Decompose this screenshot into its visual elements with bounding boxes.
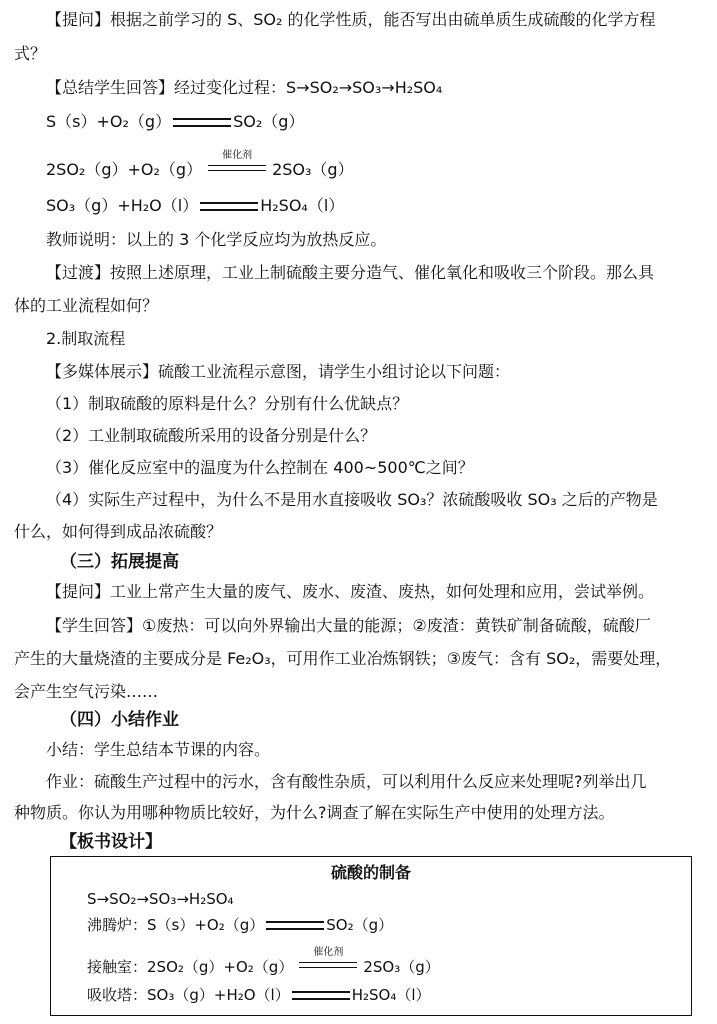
- question-waste: 【提问】工业上常产生大量的废气、废水、废渣、废热，如何处理和应用，尝试举例。: [46, 582, 655, 601]
- board-design-heading: 【板书设计】: [60, 832, 162, 852]
- question-item-3: （3）催化反应室中的温度为什么控制在 400~500℃之间？: [46, 458, 474, 477]
- equals-sign: [292, 991, 350, 1000]
- equation-3: SO₃（g）+H₂O（l） H₂SO₄（l）: [46, 196, 345, 215]
- student-answer-line-3: 会产生空气污染……: [14, 682, 159, 701]
- equation-1: S（s）+O₂（g） SO₂（g）: [46, 112, 305, 131]
- equals-sign: [173, 118, 231, 127]
- question-line-1: 【提问】根据之前学习的 S、SO₂ 的化学性质，能否写出由硫单质生成硫酸的化学方程: [46, 10, 656, 29]
- transition-line-1: 【过渡】按照上述原理，工业上制硫酸主要分造气、催化氧化和吸收三个阶段。那么具: [46, 263, 655, 282]
- section-heading-flow: 2.制取流程: [46, 329, 126, 348]
- board-line-absorption-tower: 吸收塔：SO₃（g）+H₂O（l） H₂SO₄（l）: [87, 986, 431, 1004]
- equation-2: 2SO₂（g）+O₂（g） 催化剂 2SO₃（g）: [46, 149, 354, 179]
- section-heading-summary: （四）小结作业: [60, 710, 179, 730]
- student-answer-summary: 【总结学生回答】经过变化过程：S→SO₂→SO₃→H₂SO₄: [46, 78, 443, 97]
- homework-line-1: 作业：硫酸生产过程中的污水，含有酸性杂质，可以利用什么反应来处理呢?列举出几: [46, 772, 647, 791]
- equals-sign: [266, 921, 324, 930]
- board-line-contact-chamber: 接触室：2SO₂（g）+O₂（g） 催化剂 2SO₃（g）: [87, 946, 440, 976]
- summary-line: 小结：学生总结本节课的内容。: [46, 740, 271, 759]
- reversible-arrow-icon: 催化剂: [299, 961, 357, 975]
- board-flow: S→SO₂→SO₃→H₂SO₄: [87, 890, 234, 908]
- question-line-2: 式？: [14, 44, 47, 63]
- question-item-4-line-1: （4）实际生产过程中，为什么不是用水直接吸收 SO₃？浓硫酸吸收 SO₃ 之后的产物是: [46, 490, 658, 509]
- question-item-1: （1）制取硫酸的原料是什么？分别有什么优缺点？: [46, 394, 409, 413]
- question-item-4-line-2: 什么，如何得到成品浓硫酸？: [14, 522, 223, 541]
- homework-line-2: 种物质。你认为用哪种物质比较好，为什么?调查了解在实际生产中使用的处理方法。: [14, 803, 615, 822]
- student-answer-line-2: 产生的大量烧渣的主要成分是 Fe₂O₃，可用作工业冶炼钢铁；③废气：含有 SO₂，需要处理，: [14, 649, 672, 668]
- board-line-boiling-furnace: 沸腾炉：S（s）+O₂（g） SO₂（g）: [87, 916, 394, 934]
- question-item-2: （2）工业制取硫酸所采用的设备分别是什么？: [46, 426, 377, 445]
- reversible-arrow-icon: 催化剂: [208, 164, 266, 178]
- multimedia-line: 【多媒体展示】硫酸工业流程示意图，请学生小组讨论以下问题：: [46, 362, 511, 381]
- equals-sign: [200, 202, 258, 211]
- teacher-note: 教师说明：以上的 3 个化学反应均为放热反应。: [46, 230, 387, 249]
- transition-line-2: 体的工业流程如何？: [14, 296, 159, 315]
- board-design-box: [50, 856, 692, 1016]
- section-heading-extension: （三）拓展提高: [60, 552, 179, 572]
- student-answer-line-1: 【学生回答】①废热：可以向外界输出大量的能源；②废渣：黄铁矿制备硫酸，硫酸厂: [46, 616, 651, 635]
- board-title: 硫酸的制备: [330, 863, 411, 882]
